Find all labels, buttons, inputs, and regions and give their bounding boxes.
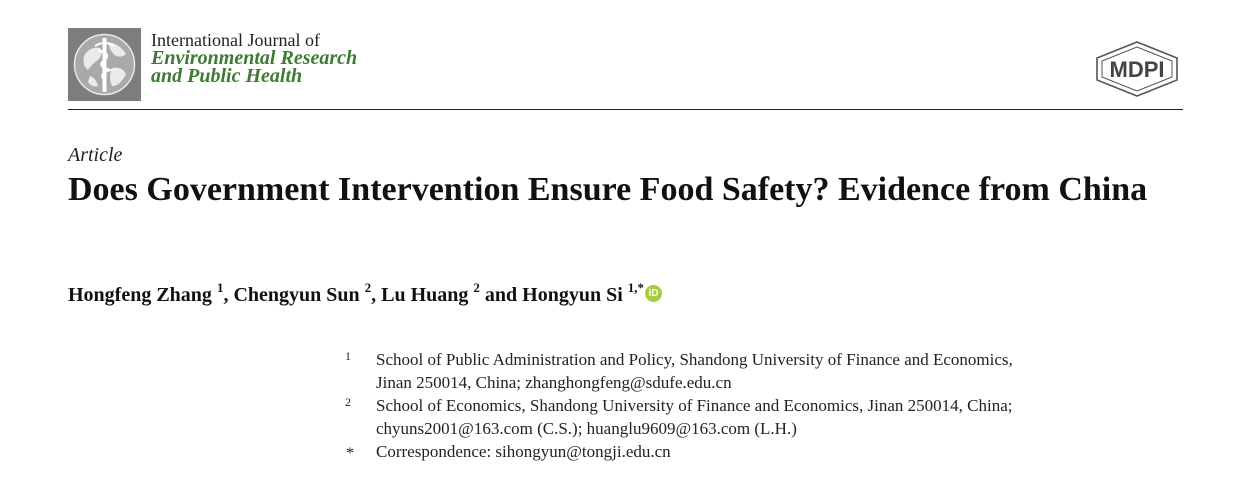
author-1-separator: , <box>223 284 234 306</box>
journal-name-line3: and Public Health <box>151 65 303 87</box>
orcid-icon[interactable]: iD <box>645 285 662 302</box>
journal-globe-logo-icon <box>68 28 141 101</box>
author-3-separator: and <box>479 284 523 306</box>
article-title: Does Government Intervention Ensure Food Safety? Evidence from China <box>68 171 1148 208</box>
affiliation-item <box>345 348 1105 394</box>
affiliation-item <box>345 394 1105 440</box>
affiliation-marker: 2 <box>345 395 351 409</box>
mdpi-logo <box>1091 40 1183 98</box>
author-4-affiliation-mark: 1,* <box>627 280 644 295</box>
author-1-name: Hongfeng Zhang <box>68 284 212 306</box>
correspondence-marker: * <box>346 445 354 462</box>
affiliation-line: School of Public Administration and Policy, Shandong University of Finance and Economics, <box>376 350 1013 369</box>
article-type: Article <box>68 144 123 166</box>
author-2-separator: , <box>371 284 382 306</box>
affiliation-marker: 1 <box>345 349 351 363</box>
author-4-name: Hongyun Si <box>522 284 623 306</box>
affiliation-line: Jinan 250014, China; zhanghongfeng@sdufe.edu.cn <box>376 373 732 392</box>
author-3-name: Lu Huang <box>381 284 469 306</box>
correspondence-item <box>345 440 1105 463</box>
journal-name-line1: International Journal of <box>151 30 320 50</box>
author-1-affiliation-mark: 1 <box>216 280 224 295</box>
correspondence-line: Correspondence: sihongyun@tongji.edu.cn <box>376 442 671 461</box>
journal-name <box>151 31 357 85</box>
journal-name-line2: Environmental Research <box>151 47 358 69</box>
affiliation-line: School of Economics, Shandong University of Finance and Economics, Jinan 250014, China; <box>376 396 1013 415</box>
page-header <box>68 28 1183 108</box>
author-2-affiliation-mark: 2 <box>364 280 372 295</box>
author-3-affiliation-mark: 2 <box>473 280 480 295</box>
affiliation-line: chyuns2001@163.com (C.S.); huanglu9609@163.com (L.H.) <box>376 419 797 438</box>
header-divider <box>68 109 1183 110</box>
mdpi-logo-text: MDPI <box>1109 57 1165 82</box>
author-2-name: Chengyun Sun <box>233 284 360 306</box>
affiliations <box>345 348 1105 463</box>
author-list <box>68 280 662 307</box>
